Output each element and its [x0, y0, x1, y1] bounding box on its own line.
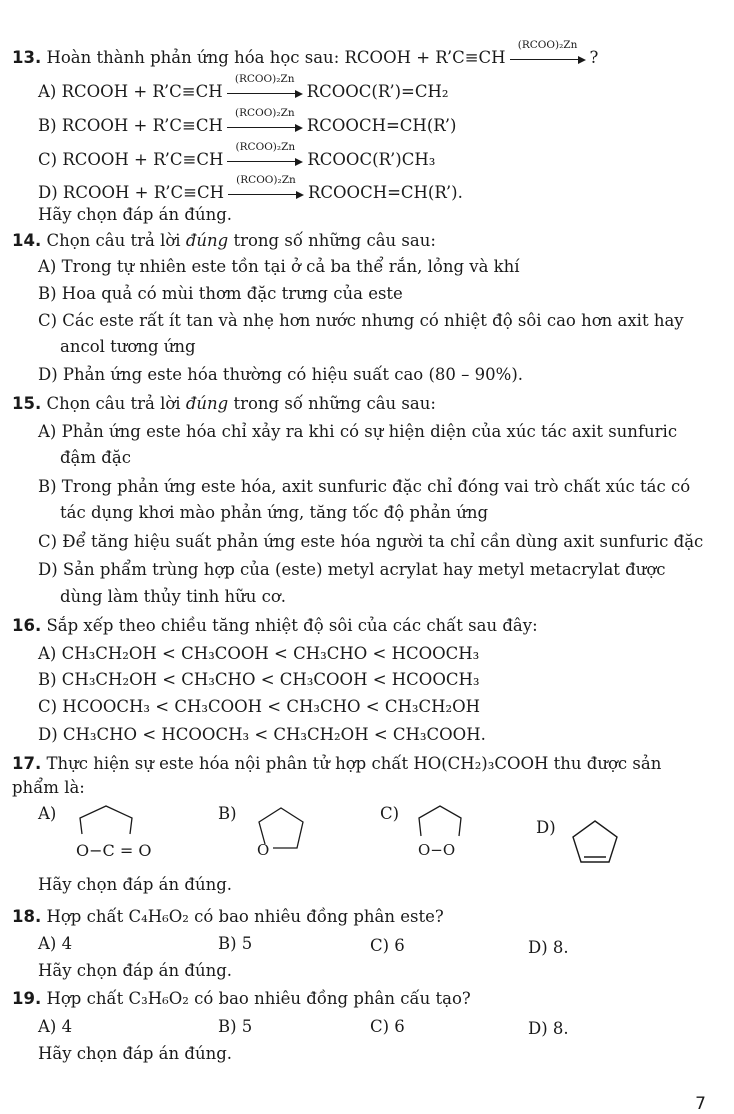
q15-number: 15.	[12, 394, 42, 413]
page-number: 7	[695, 1094, 706, 1114]
q15-stem-post: trong số những câu sau:	[228, 394, 436, 413]
cyclopentene-structure-d	[570, 818, 620, 866]
q13-stem-line	[12, 39, 599, 67]
q19-stem: Hợp chất C₃H₆O₂ có bao nhiêu đồng phân cấu tạo?	[46, 989, 471, 1008]
q19-option-d: D) 8.	[528, 1019, 569, 1038]
q14-option-d: D) Phản ứng este hóa thường có hiệu suất cao (80 – 90%).	[38, 365, 524, 384]
q17-label-c: C)	[380, 804, 400, 823]
arrow-catalyst: (RCOO)₂Zn	[517, 39, 578, 51]
reaction-arrow	[228, 174, 304, 198]
q15-option-d: D) Sản phẩm trùng hợp của (este) metyl acrylat hay metyl metacrylat được	[38, 560, 666, 579]
structure-c-label: O−O	[418, 841, 456, 859]
q17-label-b: B)	[218, 804, 237, 823]
q13-number: 13.	[12, 48, 42, 67]
q15-stem-pre: Chọn câu trả lời	[46, 394, 186, 413]
q14-option-c: C) Các este rất ít tan và nhẹ hơn nước nhưng có nhiệt độ sôi cao hơn axit hay	[38, 311, 684, 330]
q19-choose: Hãy chọn đáp án đúng.	[38, 1044, 233, 1063]
q17-label-d: D)	[536, 818, 556, 837]
q16-number: 16.	[12, 616, 42, 635]
q18-option-c: C) 6	[370, 936, 405, 955]
structure-b-label: O	[257, 841, 270, 859]
q16-option-b: B) CH₃CH₂OH < CH₃CHO < CH₃COOH < HCOOCH₃	[38, 670, 480, 689]
arrow-catalyst: (RCOO)₂Zn	[235, 107, 295, 119]
arrow-catalyst: (RCOO)₂Zn	[235, 141, 296, 153]
reaction-arrow	[227, 141, 303, 165]
reaction-arrow	[227, 107, 303, 131]
q13-question-mark: ?	[589, 48, 599, 67]
q15-option-d-cont: dùng làm thủy tinh hữu cơ.	[60, 587, 287, 606]
q18-option-d: D) 8.	[528, 938, 569, 957]
q18-stem: Hợp chất C₄H₆O₂ có bao nhiêu đồng phân este?	[46, 907, 444, 926]
q17-stem: Thực hiện sự este hóa nội phân tử hợp chất HO(CH₂)₃COOH thu được sản	[46, 754, 662, 773]
reaction-product: RCOOCH=CH(R’).	[307, 183, 463, 202]
q14-stem-line	[12, 233, 436, 250]
reaction-product: RCOOC(R’)CH₃	[307, 150, 436, 169]
option-letter: A)	[38, 82, 57, 101]
q15-option-a: A) Phản ứng este hóa chỉ xảy ra khi có sự hiện diện của xúc tác axit sunfuric	[38, 422, 678, 441]
q14-stem-post: trong số những câu sau:	[228, 231, 436, 250]
q13-option-a	[38, 73, 449, 101]
q16-option-c: C) HCOOCH₃ < CH₃COOH < CH₃CHO < CH₃CH₂OH	[38, 697, 480, 716]
q16-option-a: A) CH₃CH₂OH < CH₃COOH < CH₃CHO < HCOOCH₃	[38, 644, 480, 663]
q15-stem-line	[12, 396, 436, 413]
q14-stem-pre: Chọn câu trả lời	[46, 231, 186, 250]
structure-a-label: O−C = O	[76, 841, 152, 860]
q13-stem: Hoàn thành phản ứng hóa học sau: RCOOH + R’C≡CH	[46, 48, 506, 67]
arrow-catalyst: (RCOO)₂Zn	[234, 73, 295, 85]
q18-number: 18.	[12, 907, 42, 926]
q15-option-b-cont: tác dụng khơi mào phản ứng, tăng tốc độ phản ứng	[60, 503, 489, 522]
q19-option-a: A) 4	[38, 1017, 73, 1036]
arrow-catalyst: (RCOO)₂Zn	[236, 174, 296, 186]
q14-option-c-cont: ancol tương ứng	[60, 337, 196, 356]
q15-option-a-cont: đậm đặc	[60, 448, 131, 467]
q14-number: 14.	[12, 231, 42, 250]
q19-option-b: B) 5	[218, 1017, 253, 1036]
reaction-product: RCOOCH=CH(R’)	[306, 116, 457, 135]
reaction-reactants: RCOOH + R’C≡CH	[62, 150, 224, 169]
q19-number: 19.	[12, 989, 42, 1008]
q18-stem-line	[12, 909, 444, 926]
option-letter: B)	[38, 116, 57, 135]
option-letter: C)	[38, 150, 58, 169]
q19-stem-line	[12, 991, 471, 1008]
q17-stem-cont: phẩm là:	[12, 778, 85, 797]
q14-option-a: A) Trong tự nhiên este tồn tại ở cả ba thể rắn, lỏng và khí	[38, 257, 520, 276]
q13-option-b	[38, 107, 457, 135]
q13-choose: Hãy chọn đáp án đúng.	[38, 205, 233, 224]
q14-option-b: B) Hoa quả có mùi thơm đặc trưng của este	[38, 284, 403, 303]
q18-option-b: B) 5	[218, 934, 253, 953]
reaction-reactants: RCOOH + R’C≡CH	[61, 82, 223, 101]
q15-option-b: B) Trong phản ứng este hóa, axit sunfuric đặc chỉ đóng vai trò chất xúc tác có	[38, 477, 691, 496]
reaction-reactants: RCOOH + R’C≡CH	[62, 183, 224, 202]
q16-option-d: D) CH₃CHO < HCOOCH₃ < CH₃CH₂OH < CH₃COOH.	[38, 725, 486, 744]
q13-option-d	[38, 174, 463, 202]
reaction-product: RCOOC(R’)=CH₂	[306, 82, 449, 101]
reaction-reactants: RCOOH + R’C≡CH	[61, 116, 223, 135]
q19-option-c: C) 6	[370, 1017, 405, 1036]
q15-option-c: C) Để tăng hiệu suất phản ứng este hóa người ta chỉ cần dùng axit sunfuric đặc	[38, 532, 704, 551]
q17-choose: Hãy chọn đáp án đúng.	[38, 875, 233, 894]
q16-stem-line	[12, 618, 538, 635]
q16-stem: Sắp xếp theo chiều tăng nhiệt độ sôi của các chất sau đây:	[46, 616, 538, 635]
option-letter: D)	[38, 183, 58, 202]
q14-stem-emphasis: đúng	[185, 231, 229, 250]
q17-label-a: A)	[38, 804, 57, 823]
q17-number: 17.	[12, 754, 42, 773]
reaction-arrow	[227, 73, 303, 97]
q13-option-c	[38, 141, 436, 169]
q17-stem-line	[12, 756, 661, 773]
q15-stem-emphasis: đúng	[185, 394, 229, 413]
reaction-arrow	[510, 39, 586, 63]
q18-choose: Hãy chọn đáp án đúng.	[38, 961, 233, 980]
q18-option-a: A) 4	[38, 934, 73, 953]
